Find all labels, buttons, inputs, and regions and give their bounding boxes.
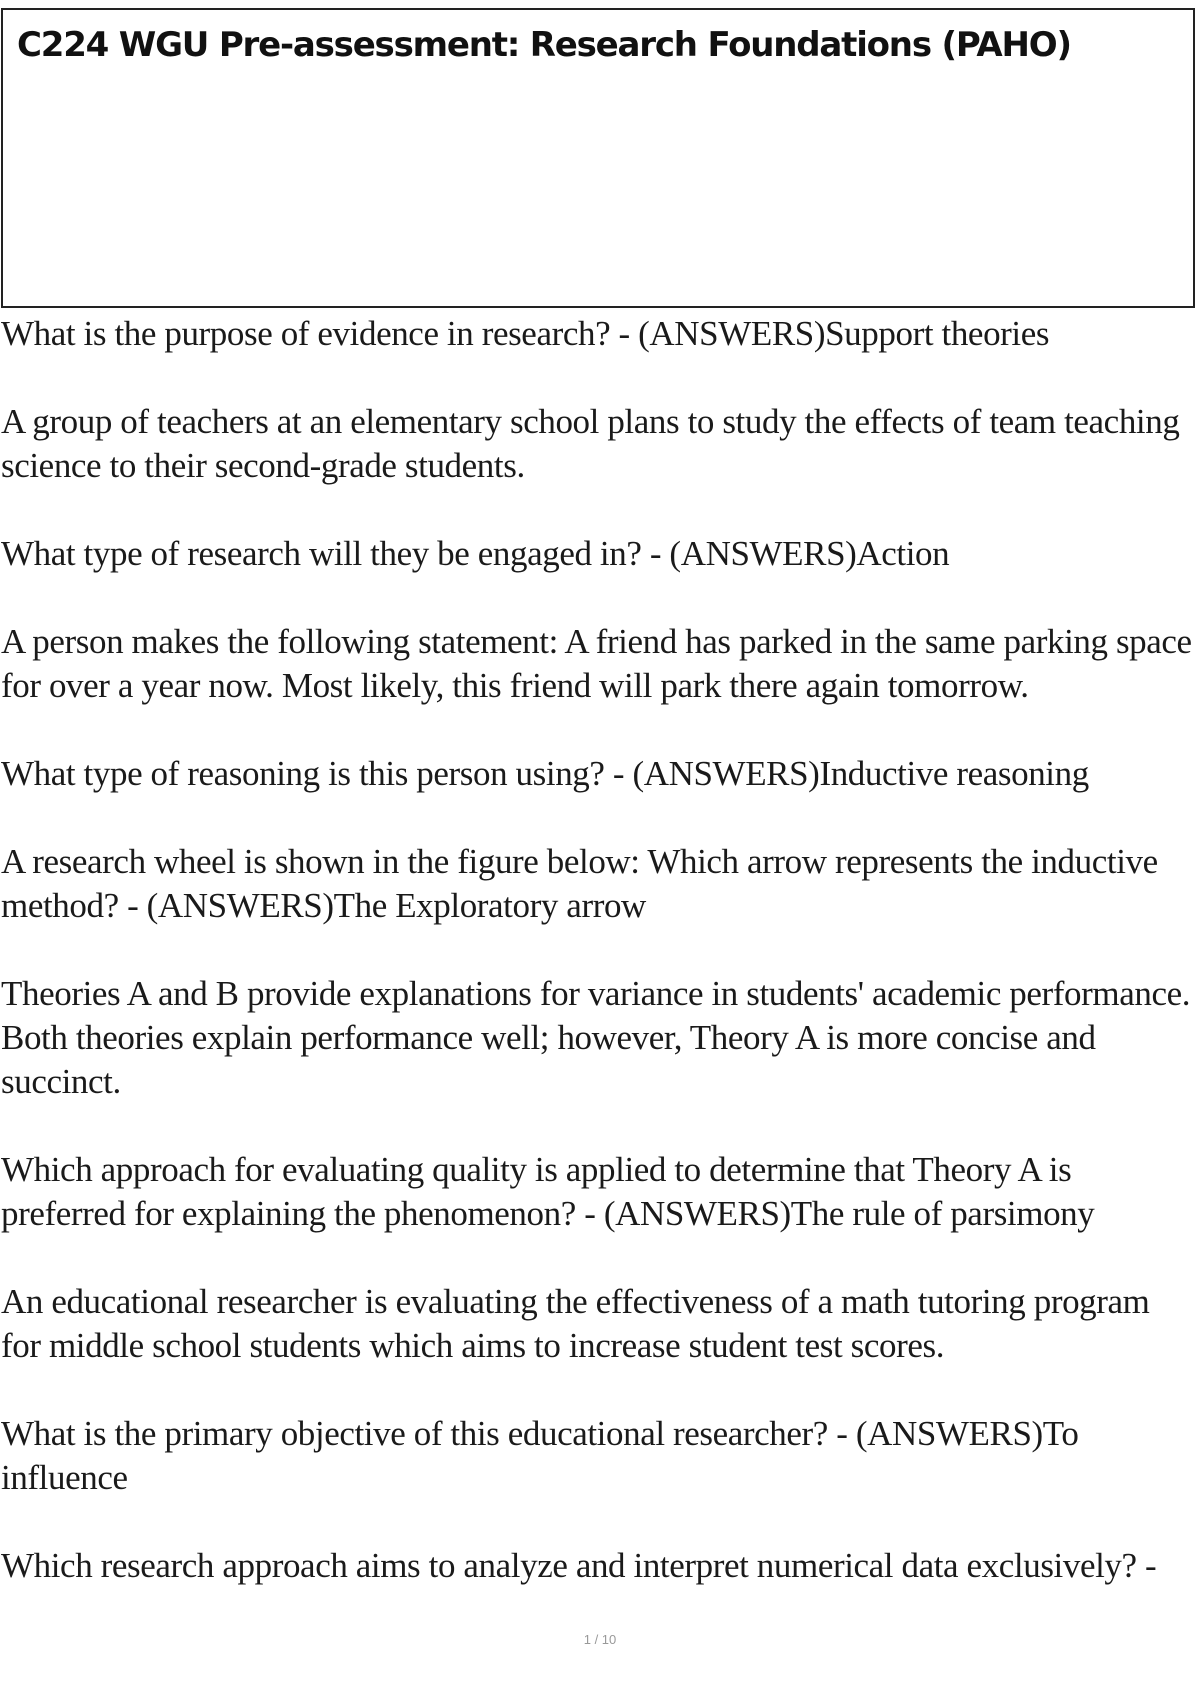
paragraph-2: A group of teachers at an elementary school plans to study the effects of team teaching science to their second-grade students. — [1, 402, 1180, 485]
document-body — [1, 312, 1196, 1632]
paragraph-4: A person makes the following statement: A friend has parked in the same parking space for over a year now. Most likely, this friend will park there again tomorrow. — [1, 622, 1192, 705]
paragraph-9: An educational researcher is evaluating the effectiveness of a math tutoring program for middle school students which aims to increase student test scores. — [1, 1282, 1150, 1365]
paragraph-7: Theories A and B provide explanations for variance in students' academic performance. Both theories explain performance well; however, Theory A is more concise and succinct. — [1, 974, 1191, 1101]
page-number: 1 / 10 — [583, 1632, 617, 1647]
paragraph-8: Which approach for evaluating quality is applied to determine that Theory A is preferred for explaining the phenomenon? - (ANSWERS)The rule of parsimony — [1, 1150, 1095, 1233]
paragraph-6: A research wheel is shown in the figure below: Which arrow represents the inductive method? - (ANSWERS)The Exploratory arrow — [1, 842, 1158, 925]
paragraph-10: What is the primary objective of this educational researcher? - (ANSWERS)To influence — [1, 1414, 1079, 1497]
paragraph-5: What type of reasoning is this person using? - (ANSWERS)Inductive reasoning — [1, 754, 1089, 793]
paragraph-1: What is the purpose of evidence in research? - (ANSWERS)Support theories — [1, 314, 1050, 353]
paragraph-3: What type of research will they be engaged in? - (ANSWERS)Action — [1, 534, 950, 573]
paragraph-11: Which research approach aims to analyze and interpret numerical data exclusively? - — [1, 1546, 1157, 1585]
document-title: C224 WGU Pre-assessment: Research Foundations (PAHO) — [17, 25, 1071, 65]
title-box — [1, 8, 1195, 308]
